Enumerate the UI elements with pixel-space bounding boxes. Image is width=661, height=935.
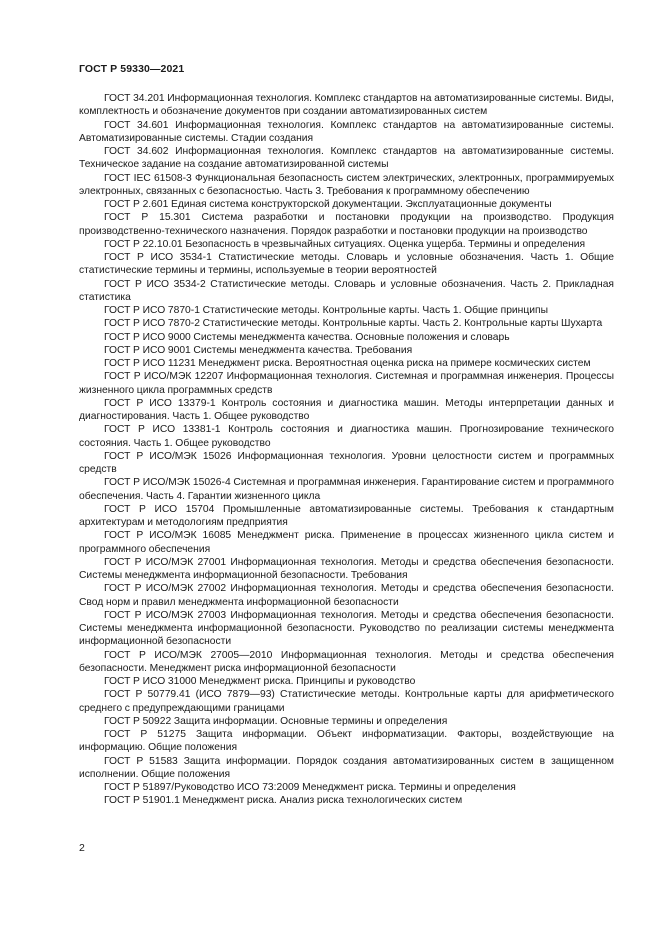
reference-item: ГОСТ Р ИСО 15704 Промышленные автоматизированные системы. Требования к стандартным архитектурам и методологиям предприятия [79, 503, 614, 528]
references-list [79, 92, 614, 808]
reference-item: ГОСТ Р ИСО/МЭК 16085 Менеджмент риска. Применение в процессах жизненного цикла систем и программного обеспечения [79, 530, 614, 555]
document-header [79, 63, 184, 75]
reference-item: ГОСТ Р 15.301 Система разработки и постановки продукции на производство. Продукция производственно-технического назначения. Порядок разработки и постановки продукции на производство [79, 212, 614, 237]
page-number: 2 [79, 842, 85, 854]
reference-item: ГОСТ Р ИСО 11231 Менеджмент риска. Вероятностная оценка риска на примере космических систем [104, 358, 591, 369]
reference-item: ГОСТ Р ИСО/МЭК 27001 Информационная технология. Методы и средства обеспечения безопасности. Системы менеджмента информационной безопасности. Требования [79, 556, 614, 581]
reference-item: ГОСТ 34.601 Информационная технология. Комплекс стандартов на автоматизированные системы. Автоматизированные системы. Стадии создания [79, 119, 614, 144]
reference-item: ГОСТ Р ИСО 31000 Менеджмент риска. Принципы и руководство [104, 676, 416, 687]
reference-item: ГОСТ Р 50779.41 (ИСО 7879—93) Статистические методы. Контрольные карты для арифметического среднего с предупреждающими границами [79, 689, 614, 714]
reference-item: ГОСТ Р ИСО 3534-1 Статистические методы. Словарь и условные обозначения. Часть 1. Общие статистические термины и термины, используемые в теории вероятностей [79, 252, 614, 277]
reference-item: ГОСТ Р 50922 Защита информации. Основные термины и определения [104, 715, 448, 727]
reference-item: ГОСТ Р ИСО/МЭК 27005—2010 Информационная технология. Методы и средства обеспечения безопасности. Менеджмент риска информационной безопасности [79, 649, 614, 674]
reference-item: ГОСТ Р ИСО/МЭК 15026-4 Системная и программная инженерия. Гарантирование систем и программного обеспечения. Часть 4. Гарантии жизненного цикла [79, 477, 614, 502]
reference-item: ГОСТ Р ИСО 7870-1 Статистические методы. Контрольные карты. Часть 1. Общие принципы [104, 305, 548, 316]
reference-item: ГОСТ 34.602 Информационная технология. Комплекс стандартов на автоматизированные системы. Техническое задание на создание автоматизированной системы [79, 146, 614, 171]
reference-item: ГОСТ Р ИСО/МЭК 27002 Информационная технология. Методы и средства обеспечения безопасности. Свод норм и правил менеджмента информационной безопасности [79, 583, 614, 608]
reference-item: ГОСТ 34.201 Информационная технология. Комплекс стандартов на автоматизированные системы. Виды, комплектность и обозначение документов при создании автоматизированных систем [79, 93, 614, 118]
reference-item: ГОСТ Р ИСО/МЭК 27003 Информационная технология. Методы и средства обеспечения безопасности. Системы менеджмента информационной безопасности. Руководство по реализации системы менеджмента информационной безопасности [79, 609, 614, 648]
reference-item: ГОСТ Р 22.10.01 Безопасность в чрезвычайных ситуациях. Оценка ущерба. Термины и определения [104, 238, 586, 250]
reference-item: ГОСТ Р ИСО 13381-1 Контроль состояния и диагностика машин. Прогнозирование технического состояния. Часть 1. Общее руководство [79, 424, 614, 449]
reference-item: ГОСТ Р 51275 Защита информации. Объект информатизации. Факторы, воздействующие на информацию. Общие положения [79, 729, 614, 754]
reference-item: ГОСТ Р ИСО/МЭК 12207 Информационная технология. Системная и программная инженерия. Процессы жизненного цикла программных средств [79, 371, 614, 396]
reference-item: ГОСТ Р ИСО/МЭК 15026 Информационная технология. Уровни целостности систем и программных средств [79, 450, 614, 475]
reference-item: ГОСТ Р 2.601 Единая система конструкторской документации. Эксплуатационные документы [104, 199, 552, 210]
reference-item: ГОСТ Р ИСО 3534-2 Статистические методы. Словарь и условные обозначения. Часть 2. Прикладная статистика [79, 278, 614, 303]
reference-item: ГОСТ Р 51901.1 Менеджмент риска. Анализ риска технологических систем [104, 795, 463, 807]
reference-item: ГОСТ Р ИСО 7870-2 Статистические методы. Контрольные карты. Часть 2. Контрольные карты Шухарта [104, 318, 603, 330]
reference-item: ГОСТ Р 51897/Руководство ИСО 73:2009 Менеджмент риска. Термины и определения [104, 782, 516, 793]
reference-item: ГОСТ Р ИСО 9001 Системы менеджмента качества. Требования [104, 344, 413, 356]
reference-item: ГОСТ Р ИСО 9000 Системы менеджмента качества. Основные положения и словарь [104, 331, 510, 343]
reference-item: ГОСТ Р 51583 Защита информации. Порядок создания автоматизированных систем в защищенном исполнении. Общие положения [79, 755, 614, 780]
standard-code: ГОСТ Р 59330—2021 [79, 63, 185, 75]
reference-item: ГОСТ IEC 61508-3 Функциональная безопасность систем электрических, электронных, программируемых электронных, связанных с безопасностью. Часть 3. Требования к программному обеспечению [79, 172, 614, 197]
reference-item: ГОСТ Р ИСО 13379-1 Контроль состояния и диагностика машин. Методы интерпретации данных и диагностирования. Часть 1. Общее руководство [79, 397, 614, 422]
